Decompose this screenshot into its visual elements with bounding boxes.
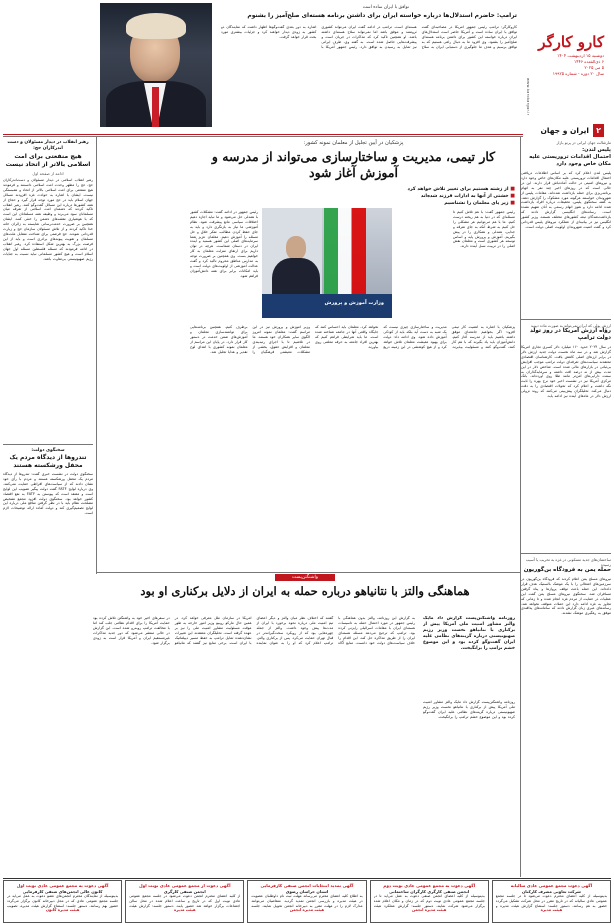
col-spokesman xyxy=(3,448,93,574)
col-spokesman-headline: تندروها از دیدگاه مردم یک محفل ورشکسته هستند xyxy=(9,454,87,469)
col-world-headline3: حمله یمن به فرودگاه بن‌گوریون xyxy=(523,567,611,573)
ad-1-foot: هیئت مدیره xyxy=(540,907,563,912)
ad-4-foot: هیئت مدیره xyxy=(173,907,196,912)
col-world-divider2 xyxy=(521,553,611,554)
col-leader-headline-sup: رهبر انقلاب در دیدار مسئولان و دست اندرکاران حج: xyxy=(7,140,89,151)
bottom-kicker: واشنگتن‌پست xyxy=(275,574,335,581)
ad-3-body: به اطلاع کلیه اعضای محترم می‌رساند مهلت ثبت نام داوطلبان عضویت در هیئت مدیره و بازرسی انجمن تمدید گردید. متقاضیان می‌توانند مدارک لازم را در مهلت مقرر به دبیرخانه انجمن تحویل نمایند. جلسه xyxy=(251,894,363,908)
col-leader-headline: هیچ منفعتی برای امت اسلامی بالاتر از اتحاد نیست xyxy=(5,153,91,168)
center-kicker: پزشکیان در آیین تجلیل از معلمان نمونه کشور: xyxy=(303,140,404,146)
ad-5-body: بدینوسیله از نمایندگان محترم انجمن‌های عضو دعوت به عمل می‌آید در جلسه مجمع عمومی عادی که در محل دبیرخانه کانون برگزار می‌گردد حضور بهم رسانند. دستور جلسه: استماع گزارش هیئت مدیره، تصویب xyxy=(6,894,119,908)
ad-2-foot: هیئت مدیره انجمن xyxy=(411,907,447,912)
center-bullet-1: ■ از زشته هستیم برای تغییر تلاش خواهد کرد xyxy=(365,186,515,193)
pezeshkian-photo xyxy=(262,208,392,318)
top-story-body: کاروکارگر: ترامپ رئیس جمهور آمریکا در مصاحبه‌ای گفت توافق با ایران ساده است و آمریکا حاضر است استدلال‌های ایران درباره خواسته این کشور برای داشتن برنامه هسته‌ای صلح‌آمیز را بشنود. وی افزود ما به دنبال راهی هستیم که به توافق برسیم و هدف ما جلوگیری از دستیابی ایران به سلاح هسته‌ای است. ترامپ در ادامه گفت ایران می‌تواند کشوری ثروتمند و موفق باشد اما نمی‌تواند سلاح هسته‌ای داشته باشد. او همچنین تاکید کرد که مذاکرات در جریان است و پیشرفت‌هایی حاصل شده است. به گفته وی، طرف ایرانی نیز تمایل به رسیدن به توافق دارد. رئیس جمهور آمریکا با اشاره به دور بعدی گفت‌وگوها اظهار داشت که نمایندگان دو کشور به زودی دیدار خواهند کرد و جزئیات بیشتری مورد بحث قرار خواهد گرفت. xyxy=(221,25,517,49)
center-body-a: رئیس جمهور گفت: با هم تلاش کنیم تا مسئله‌ای که در دنیا به هم ریخته درست کنیم. ما با هم می‌توانیم هر مشکلی را حل کنیم به شرط آنکه به جای تفرقه و جدایی، همدلی و همکاری را در پیش بگیریم. آموزش و پرورش پایه و اساس توسعه هر کشوری است و معلمان نقش اصلی را در تربیت نسل آینده دارند. xyxy=(453,210,515,249)
col-world-kicker: مارشالت جهان ایرانی در پرتو بازار xyxy=(556,140,611,145)
col-world-body2: در سال ۲۰۲۴ حدود ۱۶۰ میلیارد دلار کسری تجاری آمریکا گزارش شد و در سه ماه نخست دولت جدید ارزش دلار در برابر ارزهای اصلی کاهش یافت. کارشناسان اقتصادی معتقدند سیاست‌های تعرفه‌ای دولت ترامپ موجب افزایش بی‌ثباتی در بازارهای مالی شده است. شاخص دلار در این مدت بیش از نه درصد افت داشته و سرمایه‌گذاران به سمت دارایی‌های امن‌تر مانند طلا روی آورده‌اند. بانک مرکزی آمریکا نیز در نشست اخیر خود نرخ بهره را ثابت نگه داشت و اعلام کرد که تحولات اقتصادی را به دقت دنبال می‌کند. تحلیلگران پیش‌بینی می‌کنند که روند نزولی ارزش دلار در ماه‌های آینده نیز ادامه یابد. xyxy=(521,345,611,399)
masthead-date-4: سال ۲۰ دوره - شماره ۱۹۹۲۵ xyxy=(552,71,604,76)
ad-box-1 xyxy=(492,880,611,923)
rule-ads xyxy=(3,878,611,879)
masthead xyxy=(524,3,612,135)
ad-1-head: آگهی دعوت مجمع عمومی عادی سالیانه xyxy=(510,883,593,888)
col-spokesman-sup: سخنگوی دولت: xyxy=(31,448,65,453)
col-world-divider xyxy=(521,319,611,320)
masthead-logo: کارو کارگر xyxy=(538,33,604,51)
col-world-headline2: رؤاه ارزش آمریکا در روز تولد دولت ترامپ xyxy=(530,328,611,341)
ad-2-body: بدینوسیله از کلیه اعضای انجمن صنفی دعوت به عمل می‌آید تا در جلسه مجمع عمومی عادی نوبت دوم که در زمان و مکان اعلام شده برگزار می‌شود شرکت نمایند. دستور جلسه: گزارش عملکرد هیئت xyxy=(373,894,485,908)
bottom-headline: هماهنگی والتز با نتانیاهو درباره حمله به ایران از دلایل برکناری او بود xyxy=(140,584,470,598)
bottom-body-right: روزنامه واشنگتن‌پست گزارش داد مایک والتز مشاور امنیت ملی آمریکا پیش از برکناری با نتانیاهو نخست وزیر رژیم صهیونیستی درباره گزینه‌های نظامی علیه ایران گفت‌وگو کرده بود و این موضوع خشم ترامپ را برانگیخت. xyxy=(423,700,515,719)
ad-3-head2: استان خراسان رضوی xyxy=(285,888,329,894)
ad-1-body: بدینوسیله از کلیه اعضای محترم دعوت می‌شود تا در جلسه مجمع عمومی عادی سالیانه که در تاریخ مقرر در محل شرکت تشکیل می‌گردد حضور به هم رسانند. دستور جلسه: استماع گزارش هیئت مدیره و xyxy=(495,894,607,908)
center-story xyxy=(190,140,517,570)
center-headline: کار تیمی، مدیریت و ساختارسازی می‌تواند از مدرسه و آموزش آغاز شود xyxy=(211,149,496,180)
col-spokesman-body: سخنگوی دولت در نشست خبری گفت: تندروها از دیدگاه مردم یک محفل ورشکسته هستند و مردم با رأی خود نشان دادند که از سیاست‌های افراطی حمایت نمی‌کنند. وی درباره لوایح FATF گفت دولت پیگیر تصویب این لوایح است و معتقد است که پیوستن به FATF به نفع اقتصاد کشور خواهد بود. سخنگوی دولت افزود مجمع تشخیص مصلحت نظام باید با در نظر گرفتن منافع ملی درباره این لوایح تصمیم‌گیری کند و دولت آماده ارائه توضیحات لازم است. xyxy=(3,472,93,516)
ads-row xyxy=(3,880,611,917)
rule-top-red xyxy=(3,134,523,135)
photo-caption: وزارت آموزش و پرورش xyxy=(324,300,384,306)
trump-photo xyxy=(100,3,212,127)
center-body-b: پزشکیان با اشاره به اهمیت کار تیمی افزود: اگر بخواهیم جامعه‌ای موفق داشته باشیم باید از مدرسه آغاز کنیم. دانش‌آموزان باید یاد بگیرند که با هم کار کنند، گفت‌وگو کنند و مسئولیت بپذیرند. مدیریت و ساختارسازی چیزی نیست که یک شبه به دست آید بلکه باید از کودکی آموزش داده شود. وی ادامه داد: دولت برای بهبود معیشت معلمان تلاش خواهد کرد و از هیچ کوششی در این زمینه دریغ نخواهد کرد. معلمان باید احساس کنند که جایگاه واقعی آنها در جامعه شناخته شده است. ما باید شرایطی فراهم کنیم که بهترین افراد جامعه به حرفه معلمی روی بیاورند. xyxy=(315,325,515,349)
center-body-c: رئیس جمهور در ادامه گفت: مشکلات کشور با همدلی حل می‌شود و ما نباید اجازه دهیم اختلافات سیاسی مانع پیشرفت شود. نظام آموزشی ما نیاز به بازنگری دارد و باید به جای حفظ کردن مطالب، تفکر خلاق و حل مسئله را آموزش دهیم. معلمان عزیز شما سرمایه‌های اصلی این کشور هستید و آینده ایران در دستان شماست. هرچه در توان داریم برای ارتقای منزلت معلمان به کار خواهیم بست. وی همچنین بر ضرورت توجه به مدارس مناطق محروم تاکید کرد و گفت عدالت آموزشی از اولویت‌های دولت است و باید امکانات برابر برای همه دانش‌آموزان فراهم شود. xyxy=(190,210,258,278)
rule-bottom-story xyxy=(97,572,520,573)
center-bullet-3: ■ زیر پای معلمان را نشناسیم xyxy=(365,200,515,207)
ad-5-foot: هیئت مدیره کانون xyxy=(45,907,80,912)
photo-podium xyxy=(262,294,392,318)
col-world-kicker3: ساختمان‌های جدید مسکونی در غزه به تخریب یا آسیب رسیده xyxy=(525,557,611,567)
ad-3-head: آگهی تمدید انتخابات انجمن صنفی کارفرمایی xyxy=(260,883,354,888)
ad-1-head2: شرکت تعاونی مصرف کارکنان xyxy=(521,888,581,894)
col-world xyxy=(521,140,611,876)
col-world-headline: احتمال اقدامات تروریستی علیه مکان خاص وجود دارد xyxy=(529,154,611,167)
page-number: ۲ xyxy=(593,124,604,137)
masthead-vertical-url: www.karokargar.ir xyxy=(526,77,530,115)
col-leader-divider xyxy=(3,444,93,445)
top-story xyxy=(100,3,519,133)
ad-box-3 xyxy=(247,880,366,923)
ad-3-foot: هیئت مدیره انجمن xyxy=(289,907,325,912)
bottom-lead: روزنامه واشنگتن‌پست گزارش داد مایک والتز مشاور امنیت ملی آمریکا پیش از برکناری با نتانیاهو نخست وزیر رژیم صهیونیستی درباره گزینه‌های نظامی علیه ایران گفت‌وگو کرده بود و این موضوع خشم ترامپ را برانگیخت. xyxy=(423,616,515,651)
col-world-kicker2: ارزش پولی که ایران نمی‌تواند به صورت ماده دیوید xyxy=(530,323,611,328)
ad-box-4 xyxy=(125,880,244,923)
center-body-d: وزیر آموزش و پرورش نیز در این مراسم گفت: معلمان نمونه امروز الگوی سایر همکاران خود هستند. ما در تلاشیم تا با اجرای رتبه‌بندی معلمان و افزایش حقوق، بخشی از مشکلات معیشتی فرهنگیان را برطرف کنیم. همچنین برنامه‌هایی برای توانمندسازی معلمان و آموزش‌های ضمن خدمت در دستور کار قرار دارد. در پایان این مراسم از معلمان نمونه کشوری با اهدای لوح تقدیر و هدایا تجلیل شد. xyxy=(190,325,310,354)
ad-4-body: از کلیه اعضای محترم انجمن دعوت می‌شود در جلسه مجمع عمومی عادی نوبت اول که در تاریخ و ساعت اعلام شده در محل سالن اجتماعات برگزار خواهد شد حضور یابند. دستور جلسه: گزارش هیئت xyxy=(129,894,241,908)
section-label xyxy=(534,123,604,137)
ad-2-head2: انجمن صنفی کارگری کارگران ساختمانی xyxy=(389,888,470,894)
masthead-date-1: دوشنبه ۱۵ اردیبهشت ۱۴۰۴ xyxy=(557,53,604,58)
ad-4-head2: انجمن صنفی کارگری xyxy=(163,888,206,894)
photo-hair xyxy=(126,13,186,39)
col-world-body: پلیس لندن اعلام کرد که بر اساس اطلاعات دریافتی احتمال اقدامات تروریستی علیه مکان‌های خاص وجود دارد و نیروهای امنیتی در حالت آماده‌باش قرار دارند. این در حالی است که در روزهای اخیر چند نفر به اتهام برنامه‌ریزی برای حمله بازداشت شده‌اند. مقامات پلیس از شهروندان خواستند هرگونه مورد مشکوک را گزارش دهند. به گفته سخنگوی پلیس، تحقیقات درباره افراد بازداشت شده ادامه دارد و هنوز اتهام رسمی به آنان تفهیم نشده است. رسانه‌های انگلیسی گزارش دادند که بازداشت‌شدگان تبعه کشورهای مختلف هستند. وزیر کشور انگلیس نیز در بیانیه‌ای از عملکرد نیروهای پلیس قدردانی کرد و گفت امنیت شهروندان اولویت اصلی دولت است. xyxy=(521,171,611,229)
ad-box-5 xyxy=(3,880,122,923)
col-world-headline-sup: پلیس لندن: xyxy=(582,147,611,153)
section-title: ایران و جهان xyxy=(540,125,589,135)
rule-top xyxy=(3,136,523,137)
ad-2-head: آگهی دعوت به مجمع عمومی عادی نوبت دوم xyxy=(383,883,476,888)
ad-4-head: آگهی دعوت از مجمع عمومی عادی نوبت اول xyxy=(139,883,231,888)
top-story-kicker: توافق با ایران ساده است xyxy=(362,5,409,10)
center-bullet-2: ■ خشتی از آنها به ادارات فرزند شده‌اند xyxy=(365,193,515,200)
photo-speaker-head xyxy=(286,236,306,260)
col-leader-body: رهبر انقلاب اسلامی در دیدار مسئولان و دست‌اندرکاران حج، حج را مظهر وحدت امت اسلامی دانستند و فرمودند هیچ منفعتی برای امت اسلامی بالاتر از اتحاد و همبستگی نیست. ایشان با اشاره به حوادث غزه افزودند مسائل جهان اسلام باید در حج مورد توجه قرار گیرد و حجاج از همه کشورها درباره این مسائل گفت‌وگو کنند. رهبر انقلاب تاکید کردند که دشمنان امت اسلامی از تفرقه میان مسلمانان سود می‌برند و وظیفه همه مسلمانان این است که با هوشیاری نقشه‌های دشمن را خنثی کنند. ایشان همچنین بر ضرورت خدمت‌رسانی شایسته به زائران خانه خدا تاکید کردند و از تلاش مسئولان سازمان حج و زیارت قدردانی نمودند. حج فرصتی برای شناخت متقابل ملت‌های مسلمان و تقویت پیوندهای برادری است و باید از این فرصت بزرگ به بهترین شکل استفاده کرد. رهبر انقلاب در ادامه فرمودند که مسئله فلسطین مسئله اول جهان اسلام است و هیچ کشور مسلمانی نباید نسبت به جنایات رژیم صهیونیستی بی‌تفاوت باشد. xyxy=(3,178,93,261)
col-world-body3: نیروهای مسلح یمن اعلام کردند که فرودگاه بن‌گوریون در سرزمین‌های اشغالی را با یک موشک بالستیک هدف قرار داده‌اند. این حمله باعث توقف پروازها و پناه گرفتن مسافران شد. سخنگوی نیروهای مسلح یمن گفت این عملیات در حمایت از مردم غزه انجام شده و تا زمانی که تجاوز به غزه ادامه دارد این حملات متوقف نخواهد شد. رسانه‌های عبری زبان گزارش دادند که سامانه‌های پدافندی موفق به رهگیری موشک نشدند. xyxy=(521,577,611,616)
masthead-date-3: ۵ می ۲۰۲۵ xyxy=(584,65,604,70)
center-bullets xyxy=(365,186,515,207)
bottom-body: به گزارش این روزنامه، والتز بدون هماهنگی با رئیس جمهور در مورد احتمال حمله به تاسیسات هسته‌ای ایران با مقامات اسرائیلی رایزنی کرده بود. ترامپ که ترجیح می‌دهد مسئله هسته‌ای ایران را از طریق مذاکره حل کند، این اقدام را خلاف سیاست‌های دولت خود دانست. منابع آگاه گفتند که اختلاف نظر میان والتز و دیگر اعضای تیم امنیت ملی درباره نحوه برخورد با ایران از مدت‌ها پیش وجود داشت. والتز از جمله چهره‌هایی بود که از رویکرد سخت‌گیرانه‌تر در قبال تهران حمایت می‌کرد. پس از برکناری والتز، ترامپ اعلام کرد که او را به عنوان نماینده آمریکا در سازمان ملل معرفی خواهد کرد. در همین حال مارکو روبیو وزیر امور خارجه به طور موقت مسئولیت مشاور امنیت ملی را نیز بر عهده گرفته است. تحلیلگران معتقدند این تغییرات نشان‌دهنده تمایل ترامپ به حفظ مسیر دیپلماتیک با ایران است. برخی منابع نیز گفتند که نتانیاهو در سفرهای اخیر خود به واشنگتن تلاش کرده بود حمایت آمریکا را برای اقدام نظامی جلب کند اما با مخالفت ترامپ روبه‌رو شده است. این گزارش در حالی منتشر می‌شود که دور جدید مذاکرات غیرمستقیم ایران و آمریکا قرار است به زودی برگزار شود. xyxy=(93,616,415,645)
top-story-headline: ترامپ: حاضرم استدلال‌ها درباره خواسته ایران برای داشتن برنامه هسته‌ای صلح‌آمیز را بشنوم xyxy=(247,13,517,19)
photo-tie xyxy=(152,87,159,127)
bottom-story xyxy=(93,574,517,874)
col-leader xyxy=(3,140,93,440)
ad-box-2 xyxy=(370,880,489,923)
rule-col3 xyxy=(96,137,97,574)
ad-5-head2: کانون عالی انجمن‌های صنفی کارفرمایی xyxy=(22,888,103,894)
ad-5-head: آگهی دعوت به مجمع عمومی عادی نوبت اول xyxy=(16,883,109,888)
col-leader-sub: ادامه از صفحه اول xyxy=(32,171,64,176)
masthead-date-2: ۶ ذی‌القعده ۱۴۴۶ xyxy=(573,59,604,64)
